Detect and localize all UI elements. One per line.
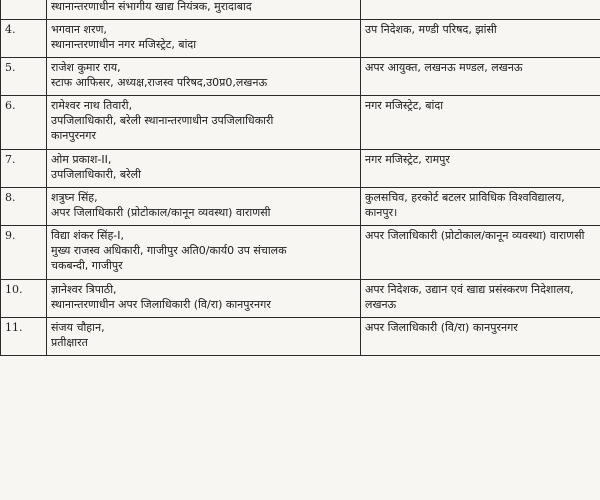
officer-name-current-post	[47, 150, 361, 188]
new-posting	[361, 96, 600, 150]
current-post-line: स्थानान्तरणाधीन नगर मजिस्ट्रेट, बांदा	[51, 38, 197, 51]
officer-name: रामेश्वर नाथ तिवारी,	[51, 99, 133, 112]
officer-name-current-post	[47, 188, 361, 226]
table-row	[1, 58, 600, 96]
new-posting-line: कानपुर।	[365, 206, 398, 219]
new-posting	[361, 58, 600, 96]
table-row	[1, 188, 600, 226]
transfer-table-body	[1, 0, 600, 356]
officer-name: ओम प्रकाश-II,	[51, 153, 112, 166]
table-row	[1, 318, 600, 356]
table-row	[1, 150, 600, 188]
current-post-line: मुख्य राजस्व अधिकारी, गाजीपुर अति0/कार्य0 उप संचालक	[51, 244, 287, 257]
serial-number: 9.	[1, 226, 47, 280]
new-posting-line: उप निदेशक, मण्डी परिषद, झांसी	[365, 23, 497, 36]
serial-number: 4.	[1, 20, 47, 58]
officer-name: संजय चौहान,	[51, 321, 105, 334]
officer-name-current-post	[47, 280, 361, 318]
serial-number: 6.	[1, 96, 47, 150]
new-posting	[361, 226, 600, 280]
serial-number: 11.	[1, 318, 47, 356]
officer-name: विद्या शंकर सिंह-I,	[51, 229, 124, 242]
new-posting-line: लखनऊ	[365, 298, 397, 311]
table-row	[1, 0, 600, 20]
serial-number	[1, 0, 47, 20]
current-post-line: प्रतीक्षारत	[51, 336, 88, 349]
new-posting	[361, 0, 600, 20]
officer-name: ज्ञानेश्वर त्रिपाठी,	[51, 283, 117, 296]
current-post-line: स्थानान्तरणाधीन अपर जिलाधिकारी (वि/रा) कानपुरनगर	[51, 298, 271, 311]
officer-name-current-post	[47, 318, 361, 356]
new-posting-line: अपर आयुक्त, लखनऊ मण्डल, लखनऊ	[365, 61, 523, 74]
officer-name: राजेश कुमार राय,	[51, 61, 121, 74]
new-posting-line: नगर मजिस्ट्रेट, रामपुर	[365, 153, 450, 166]
new-posting-line: नगर मजिस्ट्रेट, बांदा	[365, 99, 444, 112]
new-posting	[361, 280, 600, 318]
new-posting-line: अपर जिलाधिकारी (वि/रा) कानपुरनगर	[365, 321, 518, 334]
officer-name-current-post	[47, 20, 361, 58]
table-row	[1, 280, 600, 318]
serial-number: 10.	[1, 280, 47, 318]
new-posting-line: कुलसचिव, हरकोर्ट बटलर प्राविधिक विश्वविद्यालय,	[365, 191, 565, 204]
current-post-line: चकबन्दी, गाजीपुर	[51, 259, 123, 272]
officer-name: शत्रुघ्न सिंह,	[51, 191, 98, 204]
serial-number: 7.	[1, 150, 47, 188]
officer-name-current-post	[47, 226, 361, 280]
officer-name-current-post	[47, 58, 361, 96]
officer-name: भगवान शरण,	[51, 23, 107, 36]
table-row	[1, 226, 600, 280]
officer-name-current-post	[47, 0, 361, 20]
serial-number: 5.	[1, 58, 47, 96]
current-post-line: कानपुरनगर	[51, 129, 96, 142]
current-post-line: उपजिलाधिकारी, बरेली स्थानान्तरणाधीन उपजिलाधिकारी	[51, 114, 274, 127]
table-row	[1, 20, 600, 58]
current-post-line: अपर जिलाधिकारी (प्रोटोकाल/कानून व्यवस्था) वाराणसी	[51, 206, 271, 219]
new-posting	[361, 318, 600, 356]
table-row	[1, 96, 600, 150]
current-post-line: उपजिलाधिकारी, बरेली	[51, 168, 141, 181]
officer-name: स्थानान्तरणाधीन संभागीय खाद्य नियंत्रक, मुरादाबाद	[51, 0, 252, 13]
officer-name-current-post	[47, 96, 361, 150]
new-posting-line: अपर जिलाधिकारी (प्रोटोकाल/कानून व्यवस्था) वाराणसी	[365, 229, 585, 242]
serial-number: 8.	[1, 188, 47, 226]
new-posting	[361, 20, 600, 58]
new-posting	[361, 188, 600, 226]
new-posting-line: अपर निदेशक, उद्यान एवं खाद्य प्रसंस्करण निदेशालय,	[365, 283, 574, 296]
current-post-line: स्टाफ आफिसर, अध्यक्ष,राजस्व परिषद,उ0प्र0,लखनऊ	[51, 76, 268, 89]
new-posting	[361, 150, 600, 188]
